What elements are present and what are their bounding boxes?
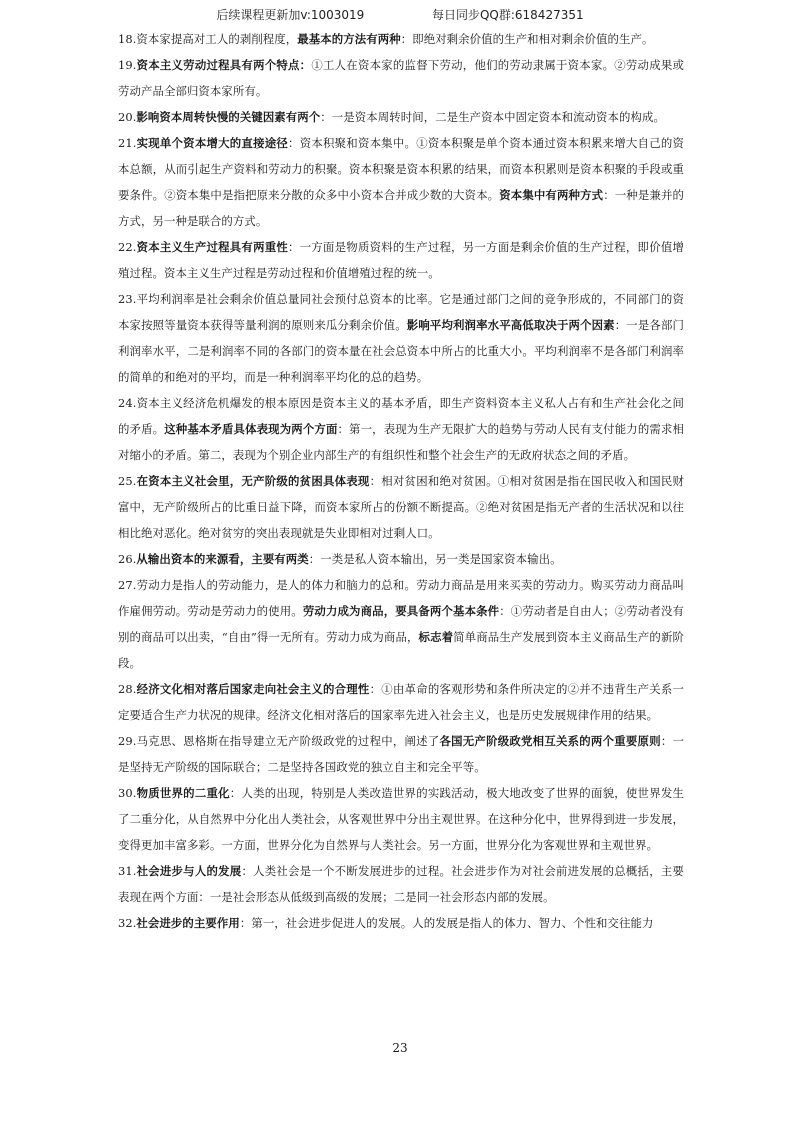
paragraph-text: ：一是各部门利润率水平，二是利润率不同的各部门的资本量在社会总资本中所占的比重大小。平均利润率不是各部门利润率的简单的和绝对的平均，而是一种利润率平均化的总的趋势。 bbox=[118, 318, 684, 384]
paragraph-text: 32. bbox=[118, 916, 137, 930]
paragraph-text: ：一种是兼并的方式，另一种是联合的方式。 bbox=[118, 188, 684, 228]
paragraph-item bbox=[118, 468, 684, 546]
paragraph-item bbox=[118, 52, 684, 104]
bold-keyphrase: 从输出资本的来源看，主要有两类 bbox=[136, 552, 309, 566]
bold-keyphrase: 在资本主义社会里，无产阶级的贫困具体表现 bbox=[136, 474, 370, 488]
paragraph-text: ：第一，表现为生产无限扩大的趋势与劳动人民有支付能力的需求相对缩小的矛盾。第二，表现为个别企业内部生产的有组织性和整个社会生产的无政府状态之间的矛盾。 bbox=[118, 422, 684, 462]
paragraph-item bbox=[118, 26, 684, 52]
paragraph-text: ①工人在资本家的监督下劳动，他们的劳动隶属于资本家。②劳动成果或劳动产品全部归资本家所有。 bbox=[118, 58, 684, 98]
paragraph-text: ：人类的出现，特别是人类改造世界的实践活动，极大地改变了世界的面貌，使世界发生了二重分化，从自然界中分化出人类社会，从客观世界中分出主观世界。在这种分化中，世界得到进一步发展，变得更加丰富多彩。一方面，世界分化为自然界与人类社会。另一方面，世界分化为客观世界和主观世界。 bbox=[118, 786, 684, 852]
page-header bbox=[0, 6, 800, 23]
bold-keyphrase: 经济文化相对落后国家走向社会主义的合理性 bbox=[136, 682, 370, 696]
paragraph-text: ：即绝对剩余价值的生产和相对剩余价值的生产。 bbox=[400, 32, 654, 46]
bold-keyphrase: 影响平均利润率水平高低取决于两个因素 bbox=[406, 318, 615, 332]
paragraph-text: ：一是资本周转时间，二是生产资本中固定资本和流动资本的构成。 bbox=[320, 110, 666, 124]
paragraph-text: 18.资本家提高对工人的剥削程度， bbox=[118, 32, 298, 46]
paragraph-text: ：第一，社会进步促进人的发展。人的发展是指人的体力、智力、个性和交往能力 bbox=[239, 916, 654, 930]
paragraph-text: 25. bbox=[118, 474, 137, 488]
paragraph-item bbox=[118, 676, 684, 728]
paragraph-text: ：①由革命的客观形势和条件所决定的②并不违背生产关系一定要适合生产力状况的规律。经济文化相对落后的国家率先进入社会主义，也是历史发展规律作用的结果。 bbox=[118, 682, 684, 722]
paragraph-text: 31. bbox=[118, 864, 137, 878]
paragraph-item bbox=[118, 130, 684, 234]
bold-keyphrase: 实现单个资本增大的直接途径 bbox=[136, 136, 289, 150]
bold-keyphrase: 最基本的方法有两种 bbox=[297, 32, 401, 46]
page-number: 23 bbox=[392, 1041, 408, 1055]
bold-keyphrase: 劳动力成为商品，要具备两个基本条件 bbox=[302, 604, 500, 618]
bold-keyphrase: 标志着 bbox=[418, 630, 454, 644]
paragraph-text: ：资本积聚和资本集中。①资本积聚是单个资本通过资本积累来增大自己的资本总额，从而引起生产资料和劳动力的积聚。资本积聚是资本积累的结果，而资本积累则是资本积聚的手段或重要条件。②资本集中是指把原来分散的众多中小资本合并成少数的大资本。 bbox=[118, 136, 684, 202]
paragraph-text: 28. bbox=[118, 682, 137, 696]
bold-keyphrase: 这种基本矛盾具体表现为两个方面 bbox=[164, 422, 338, 436]
bold-keyphrase: 资本集中有两种方式 bbox=[499, 188, 604, 202]
paragraph-text: 20. bbox=[118, 110, 137, 124]
paragraph-text: 21. bbox=[118, 136, 137, 150]
paragraph-item bbox=[118, 104, 684, 130]
paragraph-text: 27.劳动力是指人的劳动能力，是人的体力和脑力的总和。劳动力商品是用来买卖的劳动力。购买劳动力商品叫作雇佣劳动。劳动是劳动力的使用。 bbox=[118, 578, 684, 618]
bold-keyphrase: 社会进步与人的发展 bbox=[136, 864, 242, 878]
bold-keyphrase: 影响资本周转快慢的关键因素有两个 bbox=[136, 110, 321, 124]
paragraph-text: 29.马克思、恩格斯在指导建立无产阶级政党的过程中，阐述了 bbox=[118, 734, 440, 748]
paragraph-item bbox=[118, 910, 684, 936]
paragraph-item bbox=[118, 546, 684, 572]
paragraph-text: 30. bbox=[118, 786, 137, 800]
paragraph-text: ：相对贫困和绝对贫困。①相对贫困是指在国民收入和国民财富中，无产阶级所占的比重日益下降，而资本家所占的份额不断提高。②绝对贫困是指无产者的生活状况和以往相比绝对恶化。绝对贫穷的突出表现就是失业即相对过剩人口。 bbox=[118, 474, 684, 540]
bold-keyphrase: 社会进步的主要作用 bbox=[136, 916, 240, 930]
paragraph-item bbox=[118, 390, 684, 468]
paragraph-text: 简单商品生产发展到资本主义商品生产的新阶段。 bbox=[118, 630, 684, 670]
paragraph-text: ：一方面是物质资料的生产过程，另一方面是剩余价值的生产过程，即价值增殖过程。资本主义生产过程是劳动过程和价值增殖过程的统一。 bbox=[118, 240, 684, 280]
paragraph-text: 24.资本主义经济危机爆发的根本原因是资本主义的基本矛盾，即生产资料资本主义私人占有和生产社会化之间的矛盾。 bbox=[118, 396, 684, 436]
paragraph-text: ：一是坚持无产阶级的国际联合；二是坚持各国政党的独立自主和完全平等。 bbox=[118, 734, 684, 774]
paragraph-item bbox=[118, 858, 684, 910]
paragraph-item bbox=[118, 286, 684, 390]
paragraph-text: ：①劳动者是自由人；②劳动者没有别的商品可以出卖，“自由”得一无所有。劳动力成为商品， bbox=[118, 604, 685, 644]
paragraph-text: 19. bbox=[118, 58, 137, 72]
header-course-update: 后续课程更新加v:1003019 bbox=[216, 8, 365, 22]
bold-keyphrase: 物质世界的二重化 bbox=[136, 786, 230, 800]
paragraph-text: ：人类社会是一个不断发展进步的过程。社会进步作为对社会前进发展的总概括，主要表现在两个方面：一是社会形态从低级到高级的发展；二是同一社会形态内部的发展。 bbox=[118, 864, 684, 904]
paragraph-item bbox=[118, 780, 684, 858]
bold-keyphrase: 各国无产阶级政党相互关系的两个重要原则 bbox=[439, 734, 661, 748]
paragraph-text: 23.平均利润率是社会剩余价值总量同社会预付总资本的比率。它是通过部门之间的竞争形成的，不同部门的资本家按照等量资本获得等量利润的原则来瓜分剩余价值。 bbox=[118, 292, 684, 332]
paragraph-item bbox=[118, 234, 684, 286]
paragraph-text: 22. bbox=[118, 240, 137, 254]
header-qq-group: 每日同步QQ群:618427351 bbox=[431, 8, 584, 22]
bold-keyphrase: 资本主义生产过程具有两重性 bbox=[136, 240, 289, 254]
document-body bbox=[118, 26, 684, 936]
paragraph-item bbox=[118, 572, 684, 676]
paragraph-text: 26. bbox=[118, 552, 137, 566]
bold-keyphrase: 资本主义劳动过程具有两个特点： bbox=[136, 58, 312, 72]
paragraph-item bbox=[118, 728, 684, 780]
paragraph-text: ：一类是私人资本输出，另一类是国家资本输出。 bbox=[308, 552, 562, 566]
